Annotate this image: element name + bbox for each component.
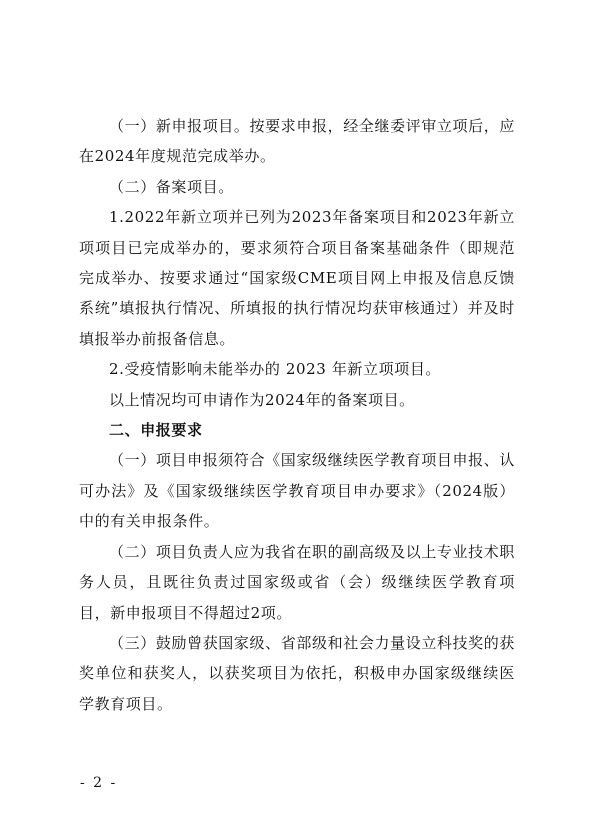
page-number: - 2 - — [80, 775, 118, 791]
paragraph-requirement-3: （三）鼓励曾获国家级、省部级和社会力量设立科技奖的获奖单位和获奖人，以获奖项目为依托，积极申办国家级继续医学教育项目。 — [79, 633, 515, 713]
paragraph-filing-projects: （二）备案项目。 — [109, 177, 234, 196]
paragraph-filing-item-1: 1.2022年新立项并已列为2023年备案项目和2023年新立项项目已完成举办的，要求须符合项目备案基础条件（即规范完成举办、按要求通过“国家级CME项目网上申报及信息反馈系统”填报执行情况、所填报的执行情况均获审核通过）并及时填报举办前报备信息。 — [79, 208, 515, 348]
document-body — [79, 111, 515, 719]
paragraph-requirement-1: （一）项目申报须符合《国家级继续医学教育项目申报、认可办法》及《国家级继续医学教育项目申办要求》（2024版）中的有关申报条件。 — [79, 451, 515, 531]
paragraph-requirement-2: （二）项目负责人应为我省在职的副高级及以上专业技术职务人员，且既往负责过国家级或省（会）级继续医学教育项目，新申报项目不得超过2项。 — [79, 542, 515, 622]
paragraph-filing-summary: 以上情况均可申请作为2024年的备案项目。 — [109, 390, 415, 409]
section-heading-requirements: 二、申报要求 — [109, 421, 203, 440]
paragraph-new-projects: （一）新申报项目。按要求申报，经全继委评审立项后，应在2024年度规范完成举办。 — [79, 117, 515, 166]
paragraph-filing-item-2: 2.受疫情影响未能举办的 2023 年新立项项目。 — [109, 360, 442, 379]
